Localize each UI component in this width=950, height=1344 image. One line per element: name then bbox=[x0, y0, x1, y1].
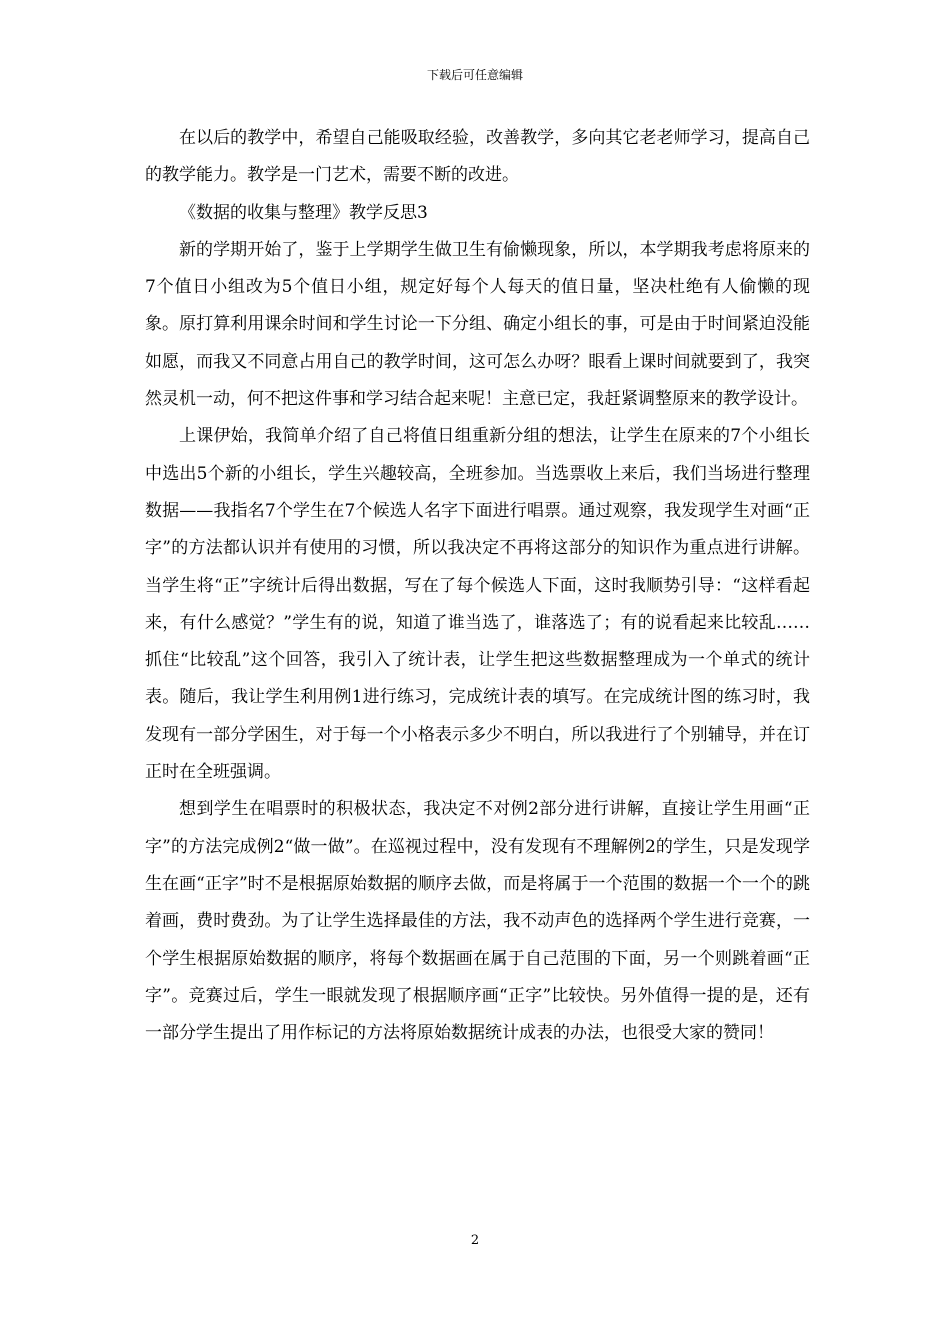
document-body bbox=[145, 120, 810, 1052]
paragraph-4: 想到学生在唱票时的积极状态，我决定不对例2部分进行讲解，直接让学生用画“正字”的方法完成例2“做一做”。在巡视过程中，没有发现有不理解例2的学生，只是发现学生在画“正字”时不是根据原始数据的顺序去做，而是将属于一个范围的数据一个一个的跳着画，费时费劲。为了让学生选择最佳的方法，我不动声色的选择两个学生进行竞赛，一个学生根据原始数据的顺序，将每个数据画在属于自己范围的下面，另一个则跳着画“正字”。竞赛过后，学生一眼就发现了根据顺序画“正字”比较快。另外值得一提的是，还有一部分学生提出了用作标记的方法将原始数据统计成表的办法，也很受大家的赞同！ bbox=[145, 799, 810, 1044]
page-number: 2 bbox=[470, 1233, 480, 1248]
page-header: 下载后可任意编辑 bbox=[426, 68, 523, 82]
section-title: 《数据的收集与整理》教学反思3 bbox=[179, 202, 428, 223]
paragraph-1: 在以后的教学中，希望自己能吸取经验，改善教学，多向其它老老师学习，提高自己的教学能力。教学是一门艺术，需要不断的改进。 bbox=[145, 128, 810, 186]
paragraph-3: 上课伊始，我简单介绍了自己将值日组重新分组的想法，让学生在原来的7个小组长中选出5个新的小组长，学生兴趣较高，全班参加。当选票收上来后，我们当场进行整理数据——我指名7个学生在7个候选人名字下面进行唱票。通过观察，我发现学生对画“正字”的方法都认识并有使用的习惯，所以我决定不再将这部分的知识作为重点进行讲解。当学生将“正”字统计后得出数据，写在了每个候选人下面，这时我顺势引导：“这样看起来，有什么感觉？”学生有的说，知道了谁当选了，谁落选了；有的说看起来比较乱……抓住“比较乱”这个回答，我引入了统计表，让学生把这些数据整理成为一个单式的统计表。随后，我让学生利用例1进行练习，完成统计表的填写。在完成统计图的练习时，我发现有一部分学困生，对于每一个小格表示多少不明白，所以我进行了个别辅导，并在订正时在全班强调。 bbox=[145, 426, 810, 783]
paragraph-2: 新的学期开始了，鉴于上学期学生做卫生有偷懒现象，所以，本学期我考虑将原来的7个值日小组改为5个值日小组，规定好每个人每天的值日量，坚决杜绝有人偷懒的现象。原打算利用课余时间和学生讨论一下分组、确定小组长的事，可是由于时间紧迫没能如愿，而我又不同意占用自己的教学时间，这可怎么办呀？眼看上课时间就要到了，我突然灵机一动，何不把这件事和学习结合起来呢！主意已定，我赶紧调整原来的教学设计。 bbox=[145, 239, 810, 410]
